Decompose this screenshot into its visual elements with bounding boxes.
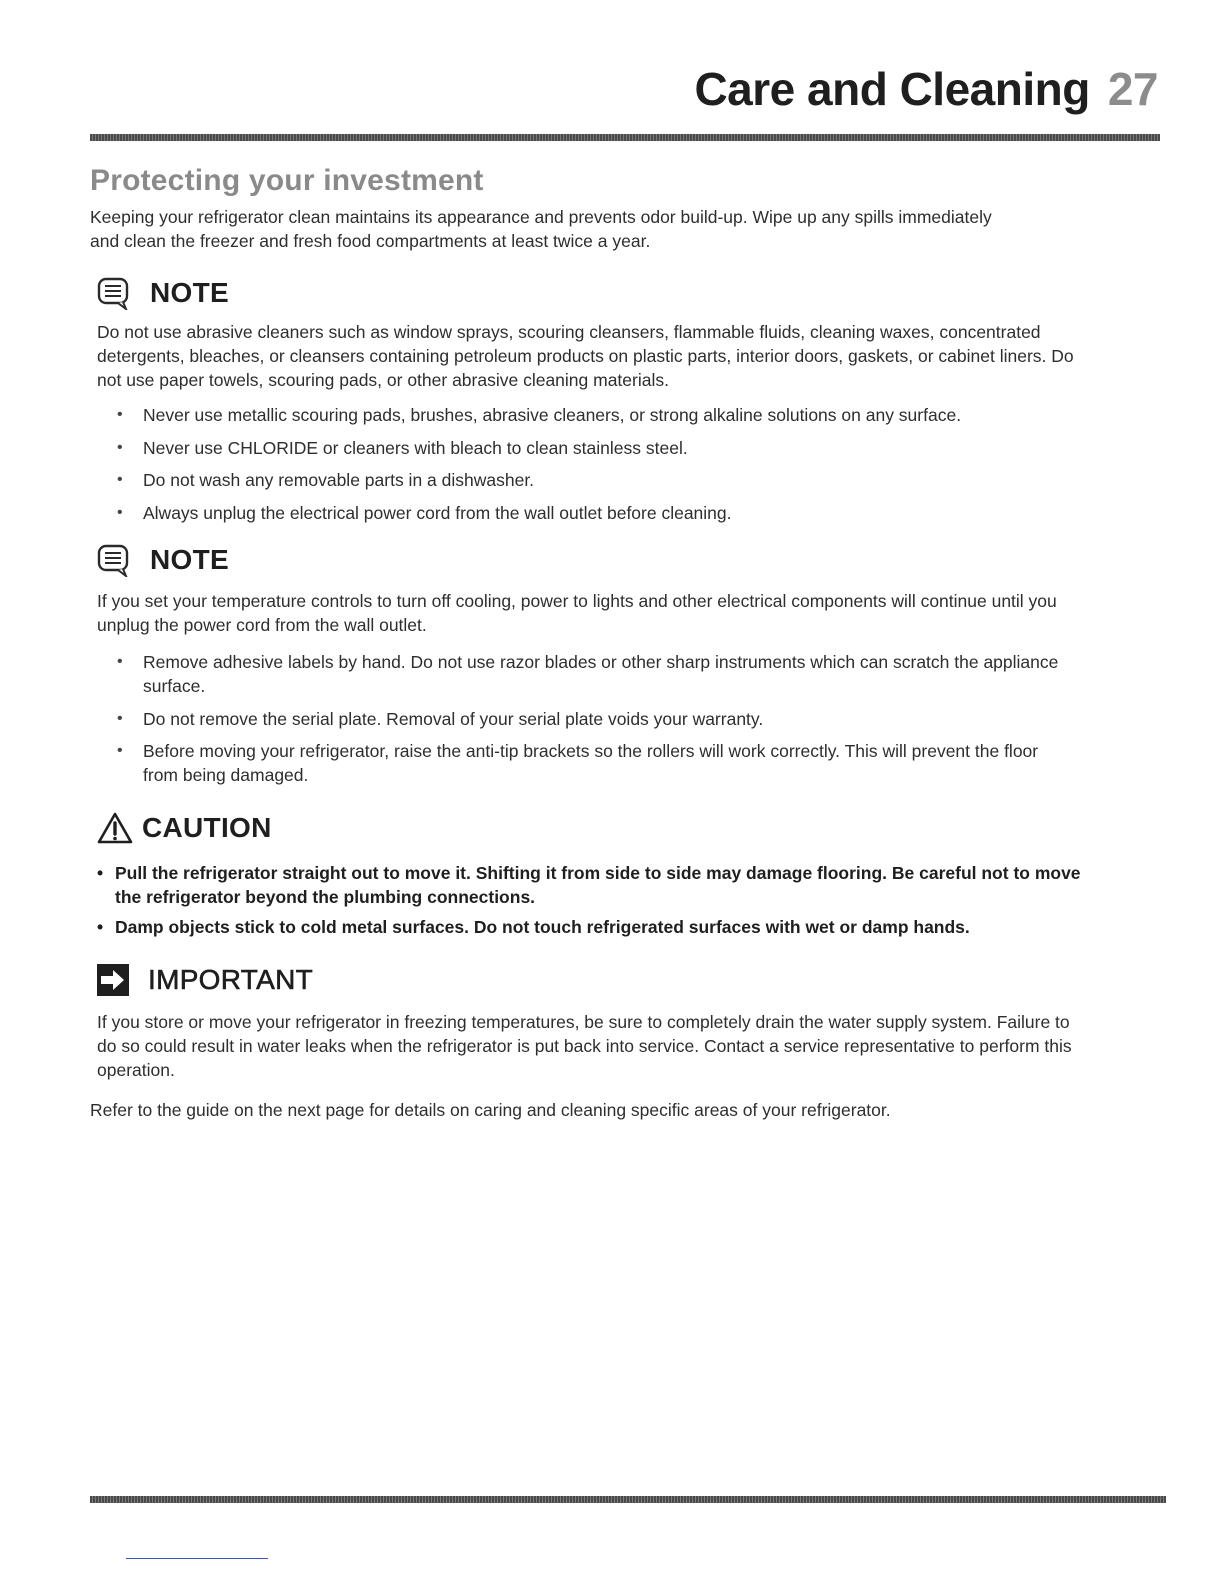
- note-heading: [96, 542, 229, 578]
- list-item: • Never use CHLORIDE or cleaners with bleach to clean stainless steel.: [117, 436, 1077, 460]
- note-bullet-list: [117, 650, 1067, 796]
- caution-bullet-list: [97, 861, 1097, 945]
- note-label: NOTE: [150, 544, 229, 575]
- list-item: • Do not remove the serial plate. Removal of your serial plate voids your warranty.: [117, 707, 1067, 731]
- note-label: NOTE: [150, 277, 229, 308]
- important-heading: [96, 962, 313, 998]
- warning-triangle-icon: [96, 811, 134, 845]
- caution-heading: [96, 810, 272, 846]
- note-icon: [96, 543, 132, 577]
- list-item: • Pull the refrigerator straight out to move it. Shifting it from side to side may damage flooring. Be careful not to move the refrigerator beyond the plumbing connections.: [97, 861, 1097, 909]
- important-label: IMPORTANT: [148, 964, 313, 995]
- section-title: Protecting your investment: [90, 164, 484, 197]
- note-paragraph: If you set your temperature controls to turn off cooling, power to lights and other electrical components will continue until you unplug the power cord from the wall outlet.: [97, 591, 1057, 635]
- arrow-box-icon: [96, 963, 130, 997]
- caution-label: CAUTION: [142, 812, 272, 843]
- list-item: • Do not wash any removable parts in a dishwasher.: [117, 468, 1077, 492]
- page-title: Care and Cleaning: [694, 63, 1090, 115]
- page-header: [694, 62, 1158, 116]
- header-rule: [90, 134, 1160, 141]
- list-item: • Remove adhesive labels by hand. Do not use razor blades or other sharp instruments which can scratch the appliance surface.: [117, 650, 1067, 698]
- note-bullet-list: [117, 403, 1077, 533]
- closing-paragraph: Refer to the guide on the next page for details on caring and cleaning specific areas of your refrigerator.: [90, 1100, 891, 1120]
- note-paragraph: Do not use abrasive cleaners such as window sprays, scouring cleansers, flammable fluids, cleaning waxes, concentrated detergents, bleaches, or cleansers containing petroleum products on plastic parts, interior doors, gaskets, or cabinet liners. Do not use paper towels, scouring pads, or other abrasive cleaning materials.: [97, 322, 1074, 390]
- list-item: • Damp objects stick to cold metal surfaces. Do not touch refrigerated surfaces with wet or damp hands.: [97, 915, 1097, 939]
- list-item: • Never use metallic scouring pads, brushes, abrasive cleaners, or strong alkaline solutions on any surface.: [117, 403, 1077, 427]
- page-link-underline: [126, 1558, 268, 1559]
- note-heading: [96, 275, 229, 311]
- important-paragraph: If you store or move your refrigerator in freezing temperatures, be sure to completely drain the water supply system. Failure to do so could result in water leaks when the refrigerator is put back into service. Contact a service representative to perform this operation.: [97, 1012, 1072, 1080]
- footer-rule: [90, 1496, 1166, 1503]
- list-item: • Always unplug the electrical power cord from the wall outlet before cleaning.: [117, 501, 1077, 525]
- note-icon: [96, 276, 132, 310]
- list-item: • Before moving your refrigerator, raise the anti-tip brackets so the rollers will work correctly. This will prevent the floor from being damaged.: [117, 739, 1067, 787]
- page-number: 27: [1107, 63, 1158, 115]
- intro-paragraph: Keeping your refrigerator clean maintains its appearance and prevents odor build-up. Wipe up any spills immediately and clean the freezer and fresh food compartments at least twice a year.: [90, 207, 992, 251]
